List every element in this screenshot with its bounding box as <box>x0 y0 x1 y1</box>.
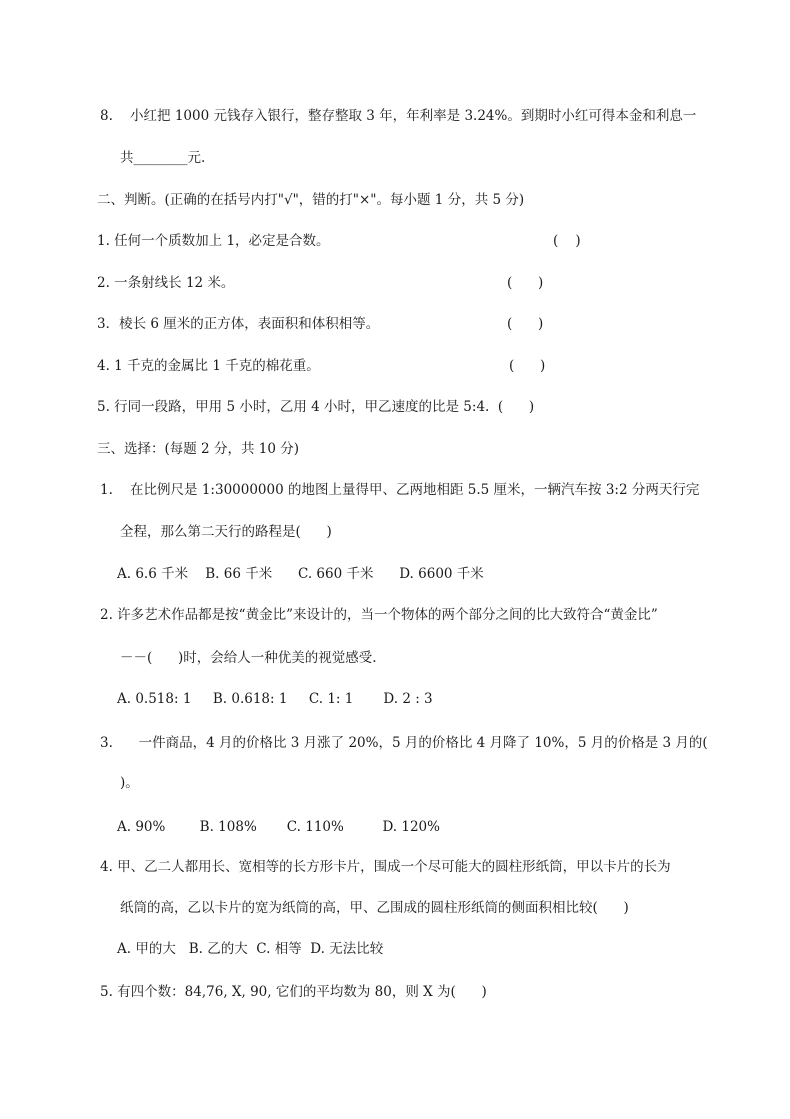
q8-line1: 8. 小红把 1000 元钱存入银行，整存整取 3 年，年利率是 3.24%。到期时小红可得本金和利息一 <box>100 108 697 124</box>
choice-q1-options: A. 6.6 千米 B. 66 千米 C. 660 千米 D. 6600 千米 <box>117 566 484 582</box>
section3-heading: 三、选择：(每题 2 分，共 10 分) <box>97 441 299 457</box>
choice-q2-options: A. 0.518: 1 B. 0.618: 1 C. 1: 1 D. 2 : 3 <box>117 691 433 707</box>
choice-q3-line2: )。 <box>120 775 139 791</box>
q8-line2: 共________元. <box>120 150 206 166</box>
judge-item-5: 5. 行同一段路，甲用 5 小时，乙用 4 小时，甲乙速度的比是 5:4. ( ) <box>97 399 535 415</box>
choice-q2-line2: －－( )时，会给人一种优美的视觉感受. <box>120 650 377 666</box>
choice-q3-options: A. 90% B. 108% C. 110% D. 120% <box>117 819 440 835</box>
choice-q3-line1: 3. 一件商品，4 月的价格比 3 月涨了 20%，5 月的价格比 4 月降了 10%，5 月的价格是 3 月的( <box>100 735 708 751</box>
choice-q1-line2: 全程，那么第二天行的路程是( ) <box>120 524 332 540</box>
choice-q2-line1: 2. 许多艺术作品都是按“黄金比”来设计的，当一个物体的两个部分之间的比大致符合“黄金比” <box>100 607 658 623</box>
choice-q4-options: A. 甲的大 B. 乙的大 C. 相等 D. 无法比较 <box>117 941 384 957</box>
judge-answer-2[interactable]: ( ) <box>507 275 544 291</box>
choice-q1-line1: 1. 在比例尺是 1:30000000 的地图上量得甲、乙两地相距 5.5 厘米，一辆汽车按 3:2 分两天行完 <box>100 482 700 498</box>
judge-item-3: 3．棱长 6 厘米的正方体，表面积和体积相等。 <box>97 316 380 332</box>
judge-answer-3[interactable]: ( ) <box>507 316 544 332</box>
judge-item-1: 1. 任何一个质数加上 1，必定是合数。 <box>97 233 330 249</box>
choice-q4-line2: 纸筒的高，乙以卡片的宽为纸筒的高，甲、乙围成的圆柱形纸筒的侧面积相比较( ) <box>120 900 629 916</box>
judge-answer-1[interactable]: ( ) <box>553 233 581 249</box>
choice-q4-line1: 4. 甲、乙二人都用长、宽相等的长方形卡片，围成一个尽可能大的圆柱形纸筒，甲以卡片的长为 <box>100 859 671 875</box>
judge-item-2: 2. 一条射线长 12 米。 <box>97 275 235 291</box>
judge-item-4: 4. 1 千克的金属比 1 千克的棉花重。 <box>97 358 320 374</box>
judge-answer-4[interactable]: ( ) <box>509 358 546 374</box>
choice-q5-line1: 5. 有四个数：84,76, X, 90, 它们的平均数为 80，则 X 为( ) <box>100 984 487 1000</box>
section2-heading: 二、判断。(正确的在括号内打"√"，错的打"×"。每小题 1 分，共 5 分) <box>97 192 525 208</box>
